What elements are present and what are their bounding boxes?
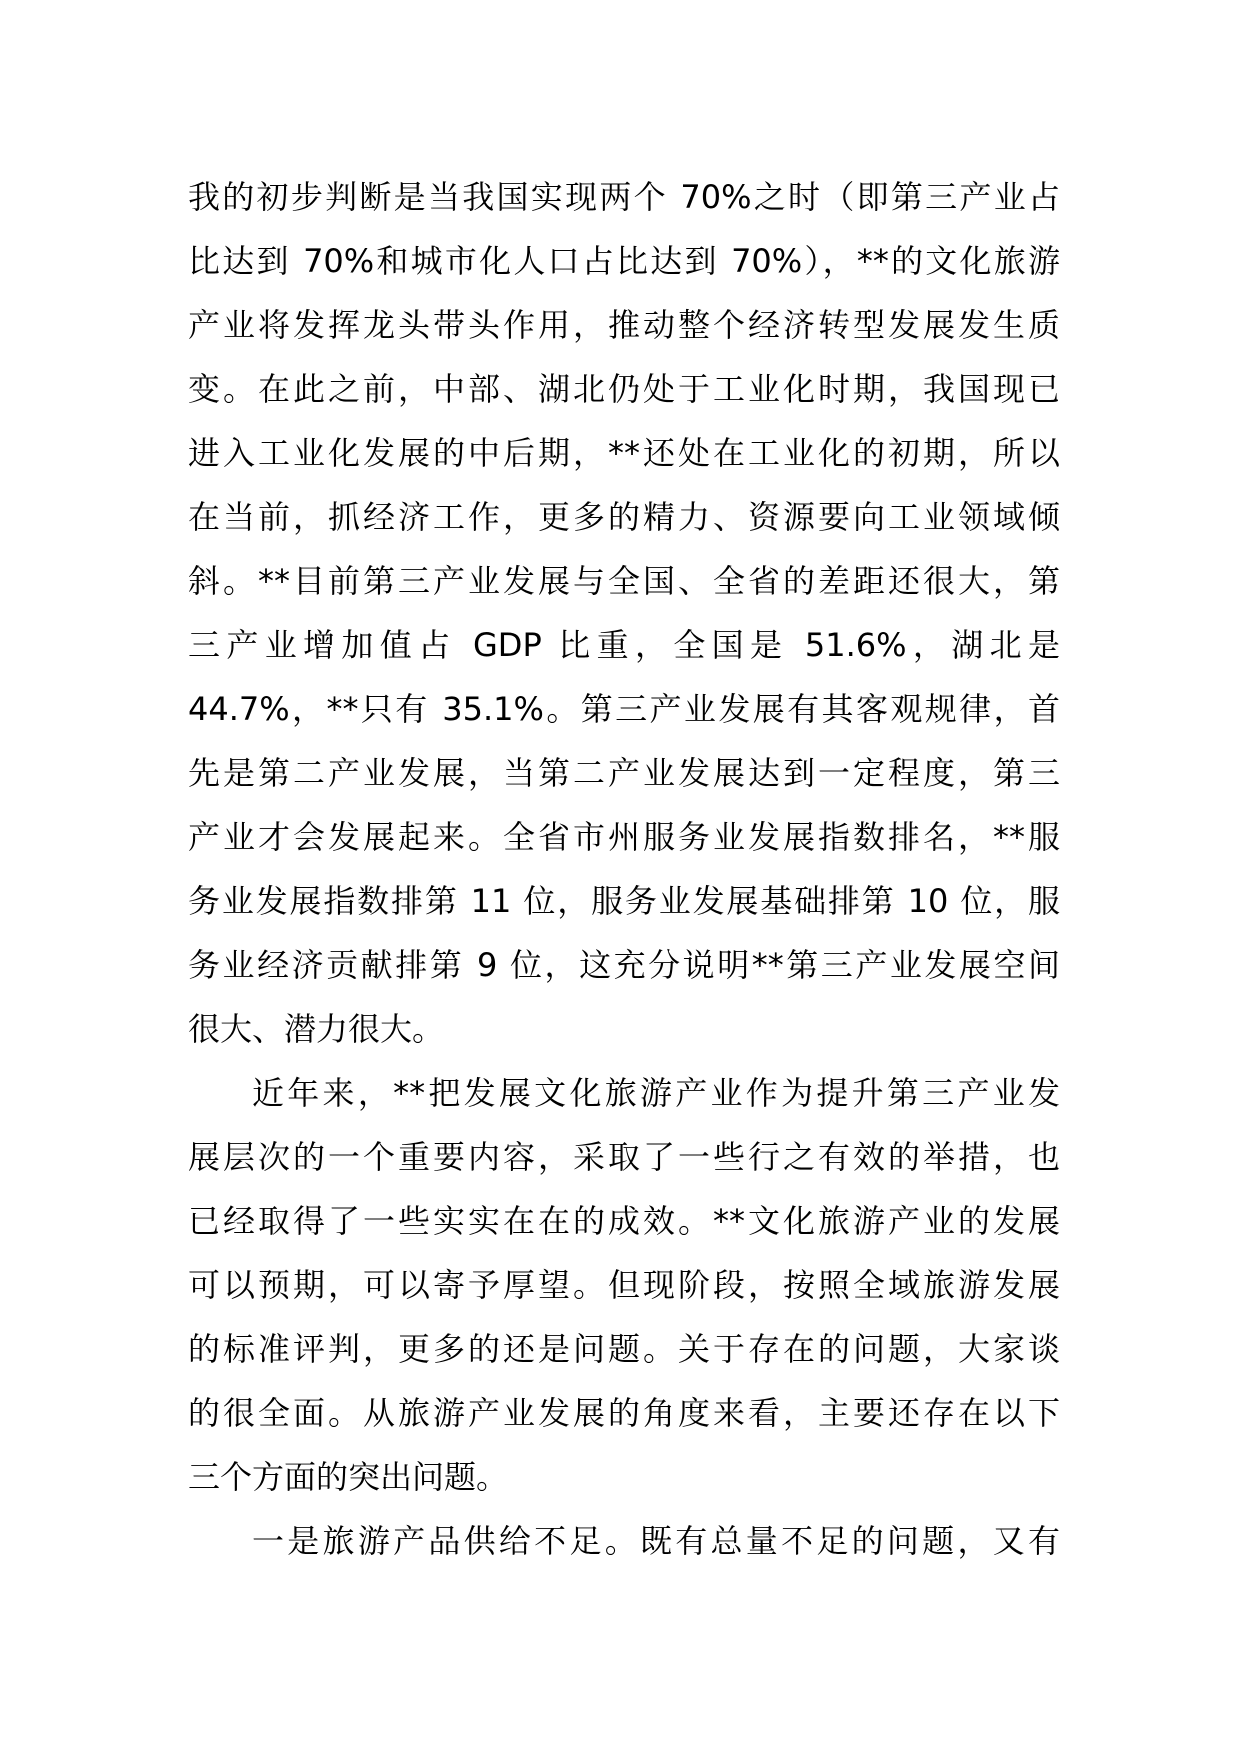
text-line: 产业将发挥龙头带头作用，推动整个经济转型发展发生质 [188, 306, 1060, 344]
text-line: 近年来，**把发展文化旅游产业作为提升第三产业发 [252, 1074, 1060, 1112]
text-line: 产业才会发展起来。全省市州服务业发展指数排名，**服 [188, 818, 1060, 856]
text-line: 比达到 70%和城市化人口占比达到 70%），**的文化旅游 [188, 242, 1060, 280]
text-line: 44.7%，**只有 35.1%。第三产业发展有其客观规律，首 [188, 690, 1060, 728]
text-line: 在当前，抓经济工作，更多的精力、资源要向工业领域倾 [188, 498, 1060, 536]
text-line: 三个方面的突出问题。 [188, 1458, 509, 1496]
text-line: 斜。**目前第三产业发展与全国、全省的差距还很大，第 [188, 562, 1060, 600]
text-line: 展层次的一个重要内容，采取了一些行之有效的举措，也 [188, 1138, 1060, 1176]
text-line: 变。在此之前，中部、湖北仍处于工业化时期，我国现已 [188, 370, 1060, 408]
text-line: 一是旅游产品供给不足。既有总量不足的问题，又有 [252, 1522, 1060, 1560]
text-line: 可以预期，可以寄予厚望。但现阶段，按照全域旅游发展 [188, 1266, 1060, 1304]
text-line: 的很全面。从旅游产业发展的角度来看，主要还存在以下 [188, 1394, 1060, 1432]
text-line: 已经取得了一些实实在在的成效。**文化旅游产业的发展 [188, 1202, 1060, 1240]
text-line: 进入工业化发展的中后期，**还处在工业化的初期，所以 [188, 434, 1060, 472]
text-line: 我的初步判断是当我国实现两个 70%之时（即第三产业占 [188, 178, 1060, 216]
text-line: 三产业增加值占 GDP 比重，全国是 51.6%，湖北是 [188, 626, 1060, 664]
text-line: 的标准评判，更多的还是问题。关于存在的问题，大家谈 [188, 1330, 1060, 1368]
body-text [188, 165, 1060, 1573]
text-line: 很大、潜力很大。 [188, 1010, 445, 1048]
text-line: 务业经济贡献排第 9 位，这充分说明**第三产业发展空间 [188, 946, 1060, 984]
text-line: 先是第二产业发展，当第二产业发展达到一定程度，第三 [188, 754, 1060, 792]
text-line: 务业发展指数排第 11 位，服务业发展基础排第 10 位，服 [188, 882, 1060, 920]
